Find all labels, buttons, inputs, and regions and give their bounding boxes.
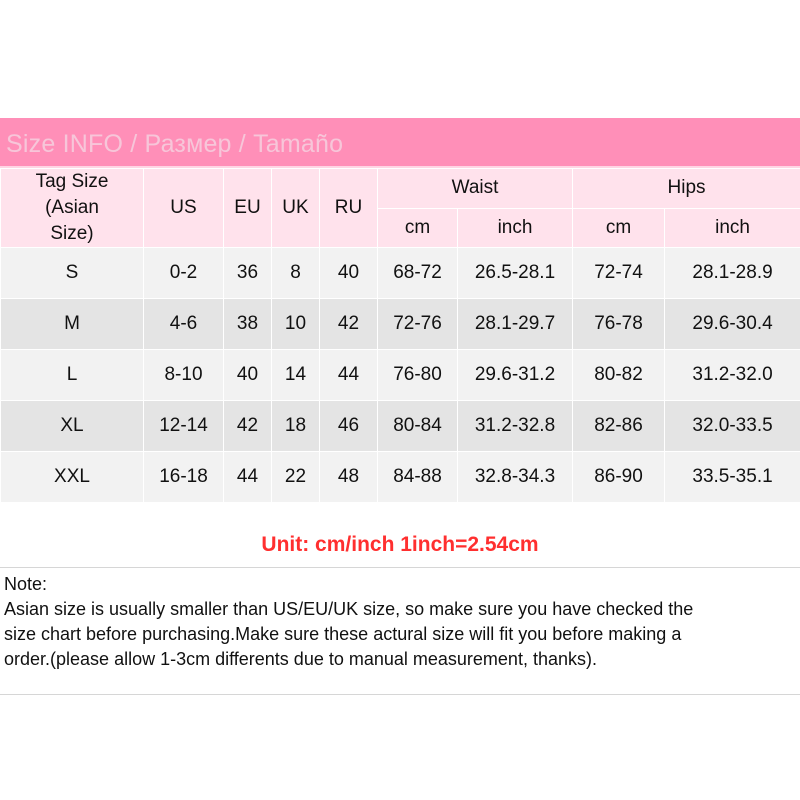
row-xxl-us: 16-18 [144,452,224,503]
row-size-xl: XL [1,401,144,452]
header-waist-inch: inch [458,208,573,248]
note-line-3: order.(please allow 1-3cm differents due to manual measurement, thanks). [4,649,597,669]
header-tag-size-line-2: (Asian [45,197,99,218]
row-m-eu: 38 [224,299,272,350]
row-s-waist-cm: 68-72 [378,248,458,299]
row-l-us: 8-10 [144,350,224,401]
size-table [0,168,800,503]
row-xxl-eu: 44 [224,452,272,503]
row-s-ru: 40 [320,248,378,299]
table-row [1,299,800,350]
header-tag-size-line-3: Size) [50,223,94,244]
row-l-hips-cm: 80-82 [573,350,665,401]
header-uk: UK [272,169,320,248]
table-row [1,401,800,452]
header-ru: RU [320,169,378,248]
row-xxl-hips-cm: 86-90 [573,452,665,503]
row-xl-waist-cm: 80-84 [378,401,458,452]
page-title: Size INFO / Размер / Tamaño [6,130,344,158]
row-m-ru: 42 [320,299,378,350]
row-size-m: M [1,299,144,350]
header-waist-cm: cm [378,208,458,248]
row-l-uk: 14 [272,350,320,401]
row-xxl-waist-inch: 32.8-34.3 [458,452,573,503]
row-xl-hips-inch: 32.0-33.5 [665,401,800,452]
table-row [1,350,800,401]
row-m-uk: 10 [272,299,320,350]
row-size-xxl: XXL [1,452,144,503]
row-xl-hips-cm: 82-86 [573,401,665,452]
row-xl-eu: 42 [224,401,272,452]
row-xxl-ru: 48 [320,452,378,503]
header-eu: EU [224,169,272,248]
table-row [1,452,800,503]
row-xl-ru: 46 [320,401,378,452]
row-s-waist-inch: 26.5-28.1 [458,248,573,299]
row-m-hips-inch: 29.6-30.4 [665,299,800,350]
note-line-2: size chart before purchasing.Make sure these actural size will fit you before making a [4,624,682,644]
header-group-hips: Hips [573,169,800,209]
row-s-us: 0-2 [144,248,224,299]
row-xxl-waist-cm: 84-88 [378,452,458,503]
row-l-waist-inch: 29.6-31.2 [458,350,573,401]
row-xxl-hips-inch: 33.5-35.1 [665,452,800,503]
row-m-waist-inch: 28.1-29.7 [458,299,573,350]
header-us: US [144,169,224,248]
row-size-l: L [1,350,144,401]
row-size-s: S [1,248,144,299]
header-tag-size [1,169,144,248]
table-row [1,248,800,299]
unit-conversion-note: Unit: cm/inch 1inch=2.54cm [261,533,539,556]
header-group-waist: Waist [378,169,573,209]
table-header-row-groups [1,169,800,209]
note-section [0,567,800,695]
row-l-waist-cm: 76-80 [378,350,458,401]
row-l-hips-inch: 31.2-32.0 [665,350,800,401]
row-s-hips-inch: 28.1-28.9 [665,248,800,299]
row-l-eu: 40 [224,350,272,401]
row-xl-uk: 18 [272,401,320,452]
row-s-hips-cm: 72-74 [573,248,665,299]
row-xl-us: 12-14 [144,401,224,452]
header-hips-cm: cm [573,208,665,248]
row-s-uk: 8 [272,248,320,299]
row-xxl-uk: 22 [272,452,320,503]
header-hips-inch: inch [665,208,800,248]
row-m-waist-cm: 72-76 [378,299,458,350]
row-xl-waist-inch: 31.2-32.8 [458,401,573,452]
note-line-1: Asian size is usually smaller than US/EU/UK size, so make sure you have checked the [4,599,694,619]
row-s-eu: 36 [224,248,272,299]
row-l-ru: 44 [320,350,378,401]
row-m-hips-cm: 76-78 [573,299,665,350]
header-tag-size-line-1: Tag Size [35,171,109,192]
row-m-us: 4-6 [144,299,224,350]
note-label: Note: [4,574,48,594]
